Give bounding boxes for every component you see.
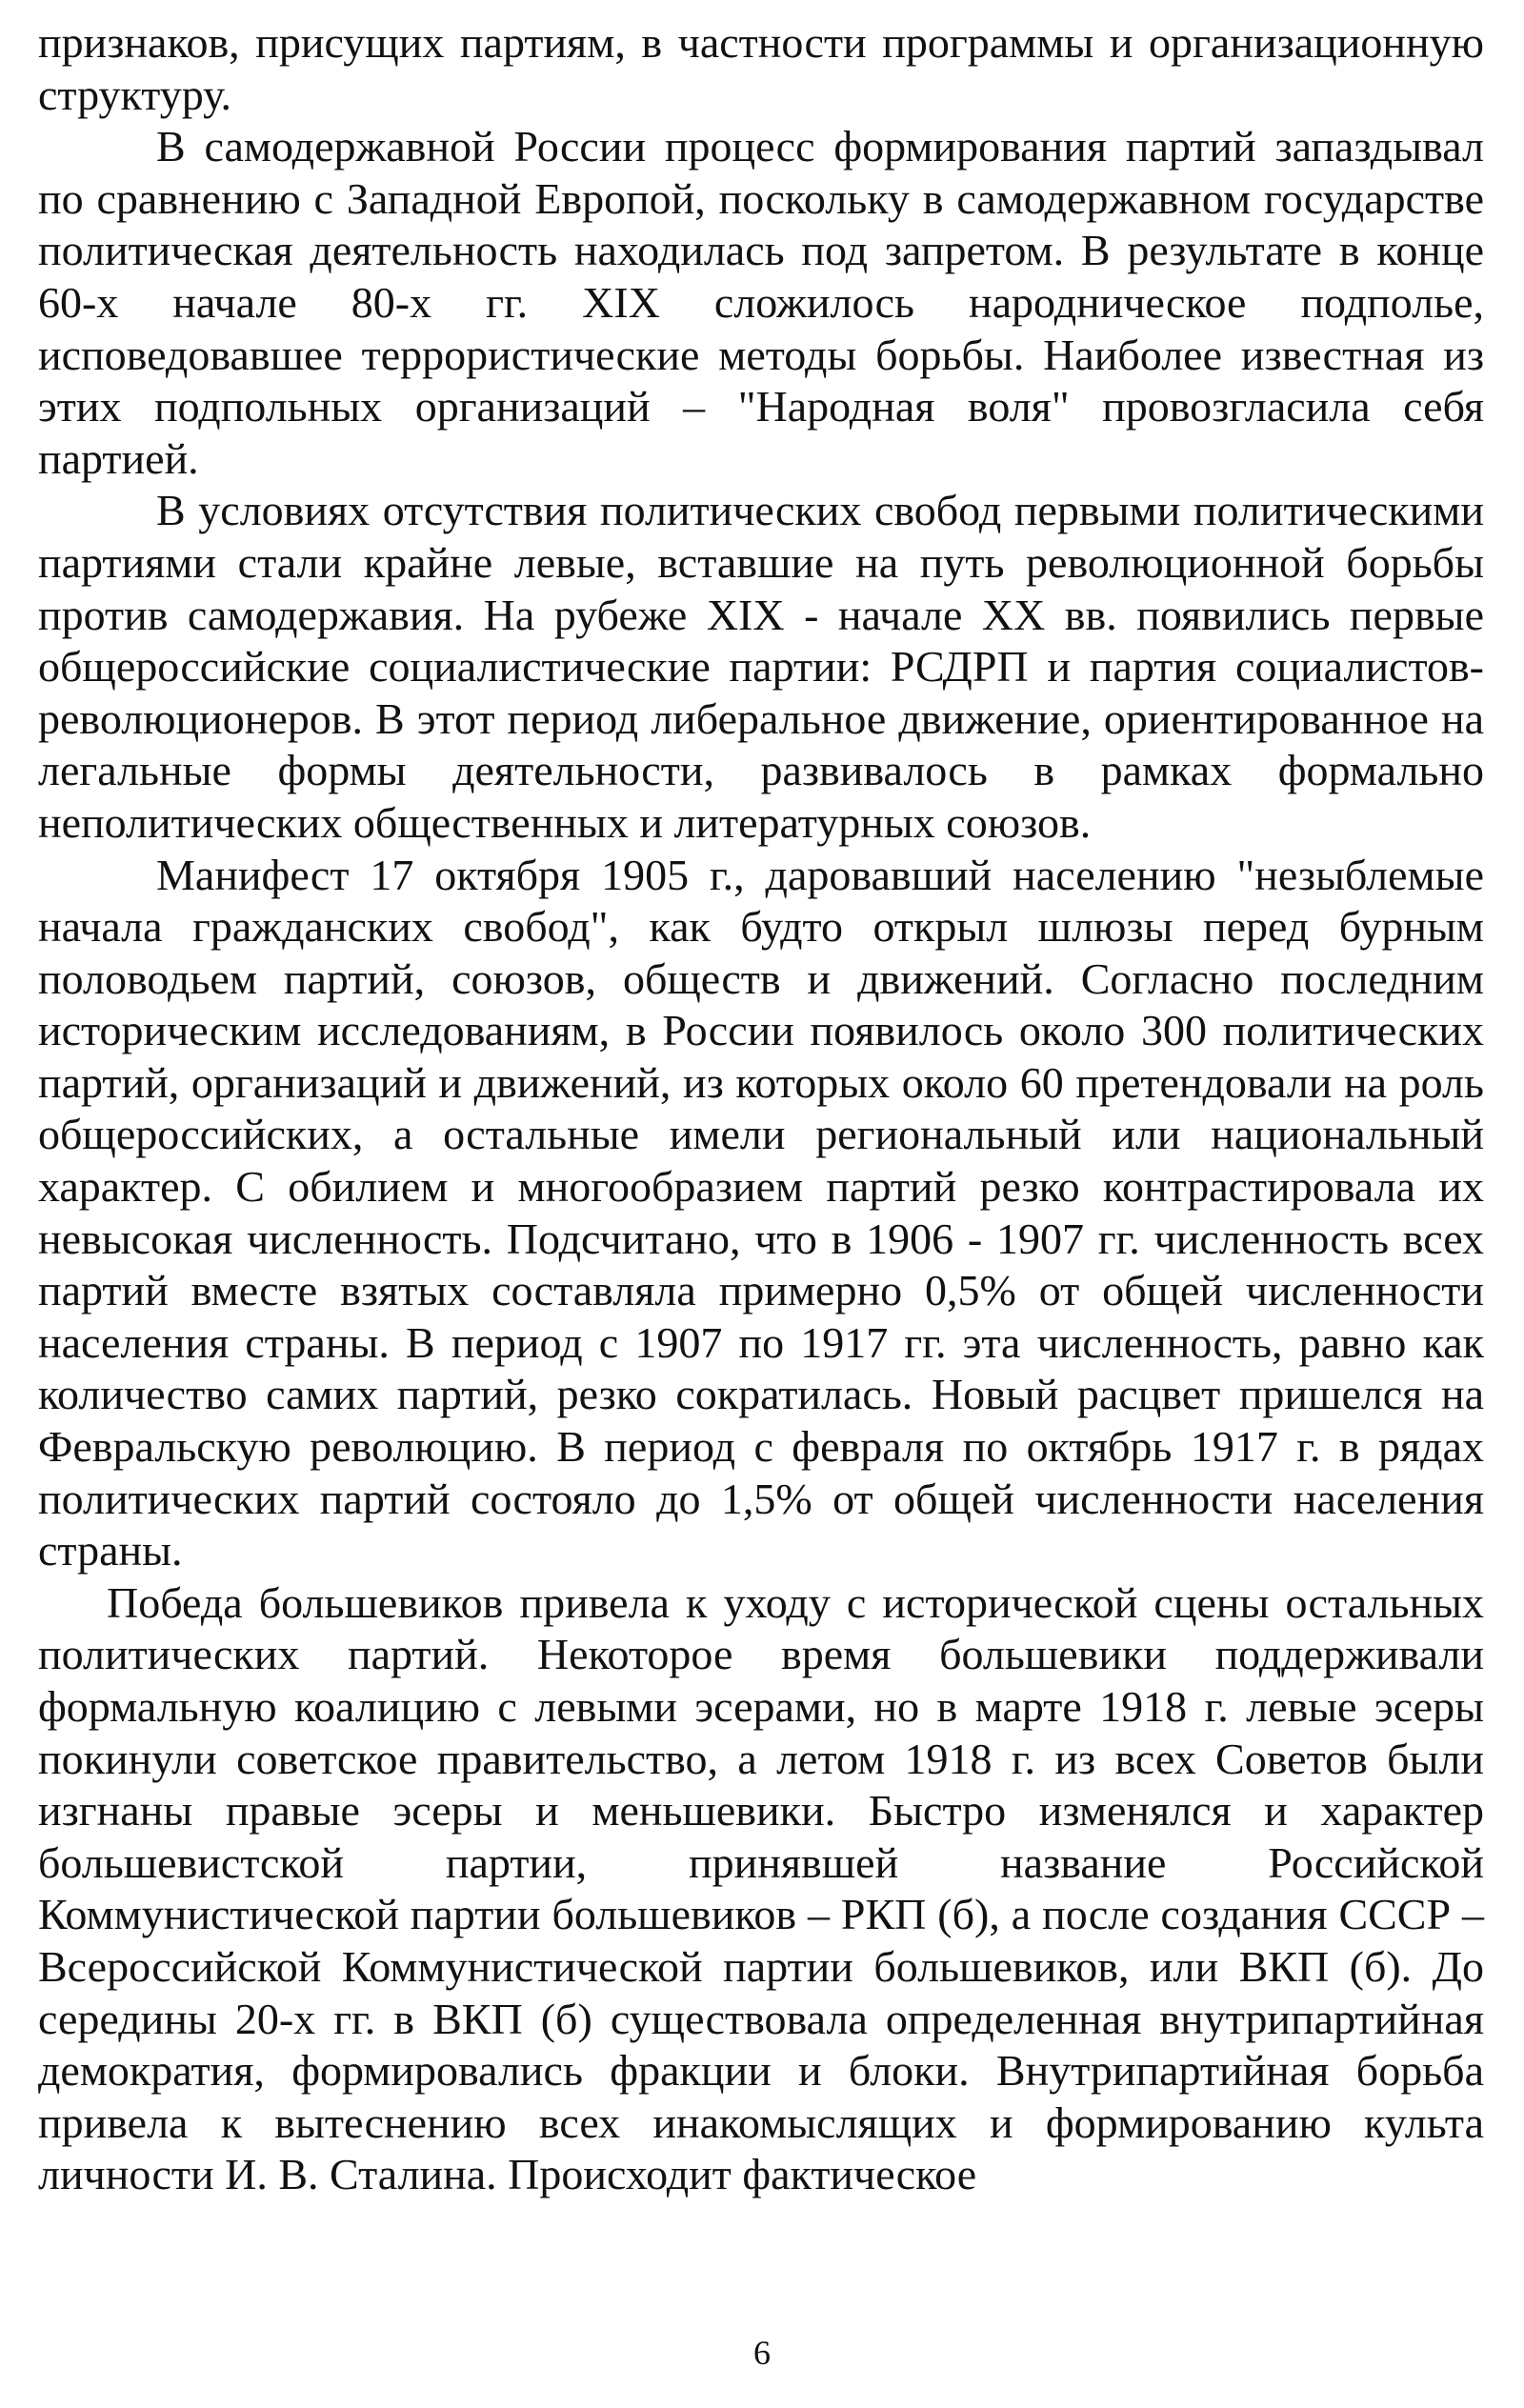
paragraph-3: В условиях отсутствия политических свобод первыми политическими партиями стали крайне левые, вставшие на путь революционной борьбы против самодержавия. На рубеже XIX - начале XX вв. появились первые общероссийские социалистические партии: РСДРП и партия социалистов-революционеров. В этот период либеральное движение, ориентированное на легальные формы деятельности, развивалось в рамках формально неполитических общественных и литературных союзов. bbox=[38, 486, 1484, 847]
document-page bbox=[38, 17, 1484, 2201]
page-number: 6 bbox=[753, 2334, 771, 2372]
paragraph-4: Манифест 17 октября 1905 г., даровавший населению "незыблемые начала гражданских свобод", как будто открыл шлюзы перед бурным половодьем партий, союзов, обществ и движений. Согласно последним историческим исследованиям, в России появилось около 300 политических партий, организаций и движений, из которых около 60 претендовали на роль общероссийских, а остальные имели региональный или национальный характер. С обилием и многообразием партий резко контрастировала их невысокая численность. Подсчитано, что в 1906 - 1907 гг. численность всех партий вместе взятых составляла примерно 0,5% от общей численности населения страны. В период с 1907 по 1917 гг. эта численность, равно как количество самих партий, резко сократилась. Новый расцвет пришелся на Февральскую революцию. В период с февраля по октябрь 1917 г. в рядах политических партий состояло до 1,5% от общей численности населения страны. bbox=[38, 850, 1484, 1575]
paragraph-5: Победа большевиков привела к уходу с исторической сцены остальных политических партий. Некоторое время большевики поддерживали формальную коалицию с левыми эсерами, но в марте 1918 г. левые эсеры покинули советское правительство, а летом 1918 г. из всех Советов были изгнаны правые эсеры и меньшевики. Быстро изменялся и характер большевистской партии, принявшей название Российской Коммунистической партии большевиков – РКП (б), а после создания СССР – Всероссийской Коммунистической партии большевиков, или ВКП (б). До середины 20-х гг. в ВКП (б) существовала определенная внутрипартийная демократия, формировались фракции и блоки. Внутрипартийная борьба привела к вытеснению всех инакомыслящих и формированию культа личности И. В. Сталина. Происходит фактическое bbox=[38, 1577, 1484, 2199]
paragraph-2: В самодержавной России процесс формирования партий запаздывал по сравнению с Западной Европой, поскольку в самодержавном государстве политическая деятельность находилась под запретом. В результате в конце 60-х начале 80-х гг. XIX сложилось народническое подполье, исповедовавшее террористические методы борьбы. Наиболее известная из этих подпольных организаций – "Народная воля" провозгласила себя партией. bbox=[38, 122, 1484, 483]
paragraph-1: признаков, присущих партиям, в частности программы и организационную структуру. bbox=[38, 18, 1484, 119]
